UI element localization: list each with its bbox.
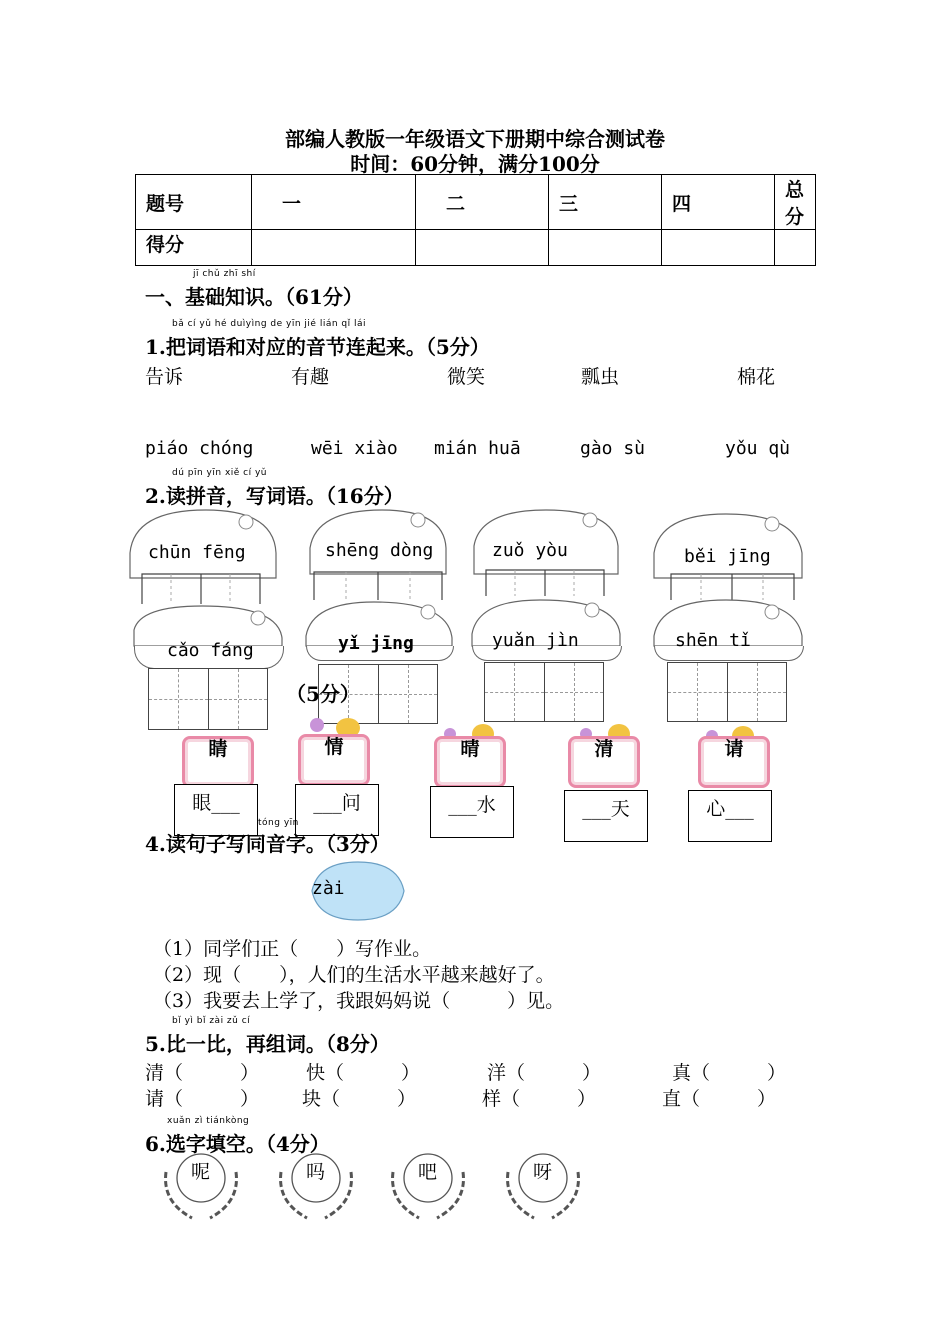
compare-item: 块（ ） [302, 1088, 417, 1110]
q1-pinyin: bǎ cí yǔ hé duìyìng de yīn jié lián qǐ lái [172, 319, 366, 329]
q2-pinyin: dú pīn yīn xiě cí yǔ [172, 468, 268, 478]
section1-title: 一、基础知识。（61分） [145, 285, 363, 309]
q1-word: 告诉 [145, 366, 184, 388]
char-card: 情 [298, 734, 370, 786]
q4-pinyin: tóng yīn [258, 818, 299, 828]
q1-word: 有趣 [291, 366, 330, 388]
writing-grid[interactable] [667, 662, 787, 722]
choice-char: 吧 [418, 1161, 438, 1183]
q1-syllable: gào sù [580, 438, 646, 459]
sentence: （1）同学们正（ ）写作业。 [153, 938, 432, 960]
choice-char: 呢 [191, 1161, 211, 1183]
fill-box[interactable]: 心___ [688, 790, 772, 842]
compare-item: 洋（ ） [487, 1062, 602, 1084]
score-cell[interactable] [549, 230, 662, 266]
fill-box[interactable]: ___问 [295, 784, 379, 836]
q1-word: 微笑 [447, 366, 486, 388]
score-cell[interactable] [662, 230, 775, 266]
q1-syllable: yǒu qù [725, 438, 791, 459]
bubble-text: zài [312, 878, 345, 899]
writing-grid[interactable] [148, 668, 268, 730]
char-card: 清 [568, 736, 640, 788]
score-header-cell: 总分 [775, 175, 816, 230]
compare-item: 请（ ） [145, 1088, 260, 1110]
hut-pinyin: chūn fēng [148, 542, 246, 563]
hut-pinyin: yǐ jīng [338, 633, 414, 654]
q1-syllable: piáo chóng [145, 438, 254, 459]
score-header-cell: 四 [662, 175, 775, 230]
compare-item: 真（ ） [672, 1062, 787, 1084]
score-header-cell: 题号 [136, 175, 252, 230]
char-card: 请 [698, 736, 770, 788]
score-table [135, 174, 816, 266]
fill-box[interactable]: 眼___ [174, 784, 258, 836]
score-header-cell: 三 [549, 175, 662, 230]
q5-pinyin: bǐ yì bǐ zài zǔ cí [172, 1016, 251, 1026]
hut-pinyin: shēn tǐ [675, 630, 751, 651]
q6-pinyin: xuǎn zì tiánkòng [167, 1116, 250, 1126]
compare-item: 直（ ） [662, 1088, 777, 1110]
hut-pinyin: zuǒ yòu [492, 540, 568, 561]
q3-score: （5分） [286, 682, 360, 706]
sentence: （3）我要去上学了，我跟妈妈说（ ）见。 [153, 990, 565, 1012]
compare-item: 样（ ） [482, 1088, 597, 1110]
score-row-label: 得分 [136, 230, 252, 266]
choice-char: 吗 [306, 1161, 326, 1183]
page-subtitle: 时间：60分钟，满分100分 [350, 152, 600, 176]
hut-pinyin: shēng dòng [325, 540, 434, 561]
writing-grid[interactable] [484, 662, 604, 722]
score-header-cell: 一 [252, 175, 416, 230]
page-title: 部编人教版一年级语文下册期中综合测试卷 [285, 127, 665, 151]
char-card: 睛 [182, 736, 254, 788]
score-cell[interactable] [252, 230, 416, 266]
section1-pinyin: jī chǔ zhī shí [193, 269, 256, 279]
q1-syllable: mián huā [434, 438, 521, 459]
q6-title: 6.选字填空。（4分） [145, 1132, 330, 1156]
hut-pinyin: cǎo fáng [167, 640, 254, 661]
score-header-cell: 二 [416, 175, 549, 230]
compare-item: 清（ ） [145, 1062, 260, 1084]
q1-word: 瓢虫 [581, 366, 620, 388]
fill-box[interactable]: ___水 [430, 786, 514, 838]
q1-title: 1.把词语和对应的音节连起来。（5分） [145, 335, 490, 359]
char-card: 晴 [434, 736, 506, 788]
score-cell[interactable] [416, 230, 549, 266]
q1-word: 棉花 [737, 366, 776, 388]
hut-pinyin: běi jīng [684, 546, 771, 567]
sentence: （2）现（ ），人们的生活水平越来越好了。 [153, 964, 555, 986]
compare-item: 快（ ） [306, 1062, 421, 1084]
q5-title: 5.比一比，再组词。（8分） [145, 1032, 390, 1056]
q2-title: 2.读拼音，写词语。（16分） [145, 484, 404, 508]
q4-title: 4.读句子写同音字。（3分） [145, 832, 390, 856]
decoration-icon [310, 718, 324, 732]
choice-char: 呀 [533, 1161, 553, 1183]
fill-box[interactable]: ___天 [564, 790, 648, 842]
wreath-row [156, 1150, 636, 1230]
score-cell[interactable] [775, 230, 816, 266]
hut-pinyin: yuǎn jìn [492, 630, 579, 651]
q1-syllable: wēi xiào [311, 438, 398, 459]
